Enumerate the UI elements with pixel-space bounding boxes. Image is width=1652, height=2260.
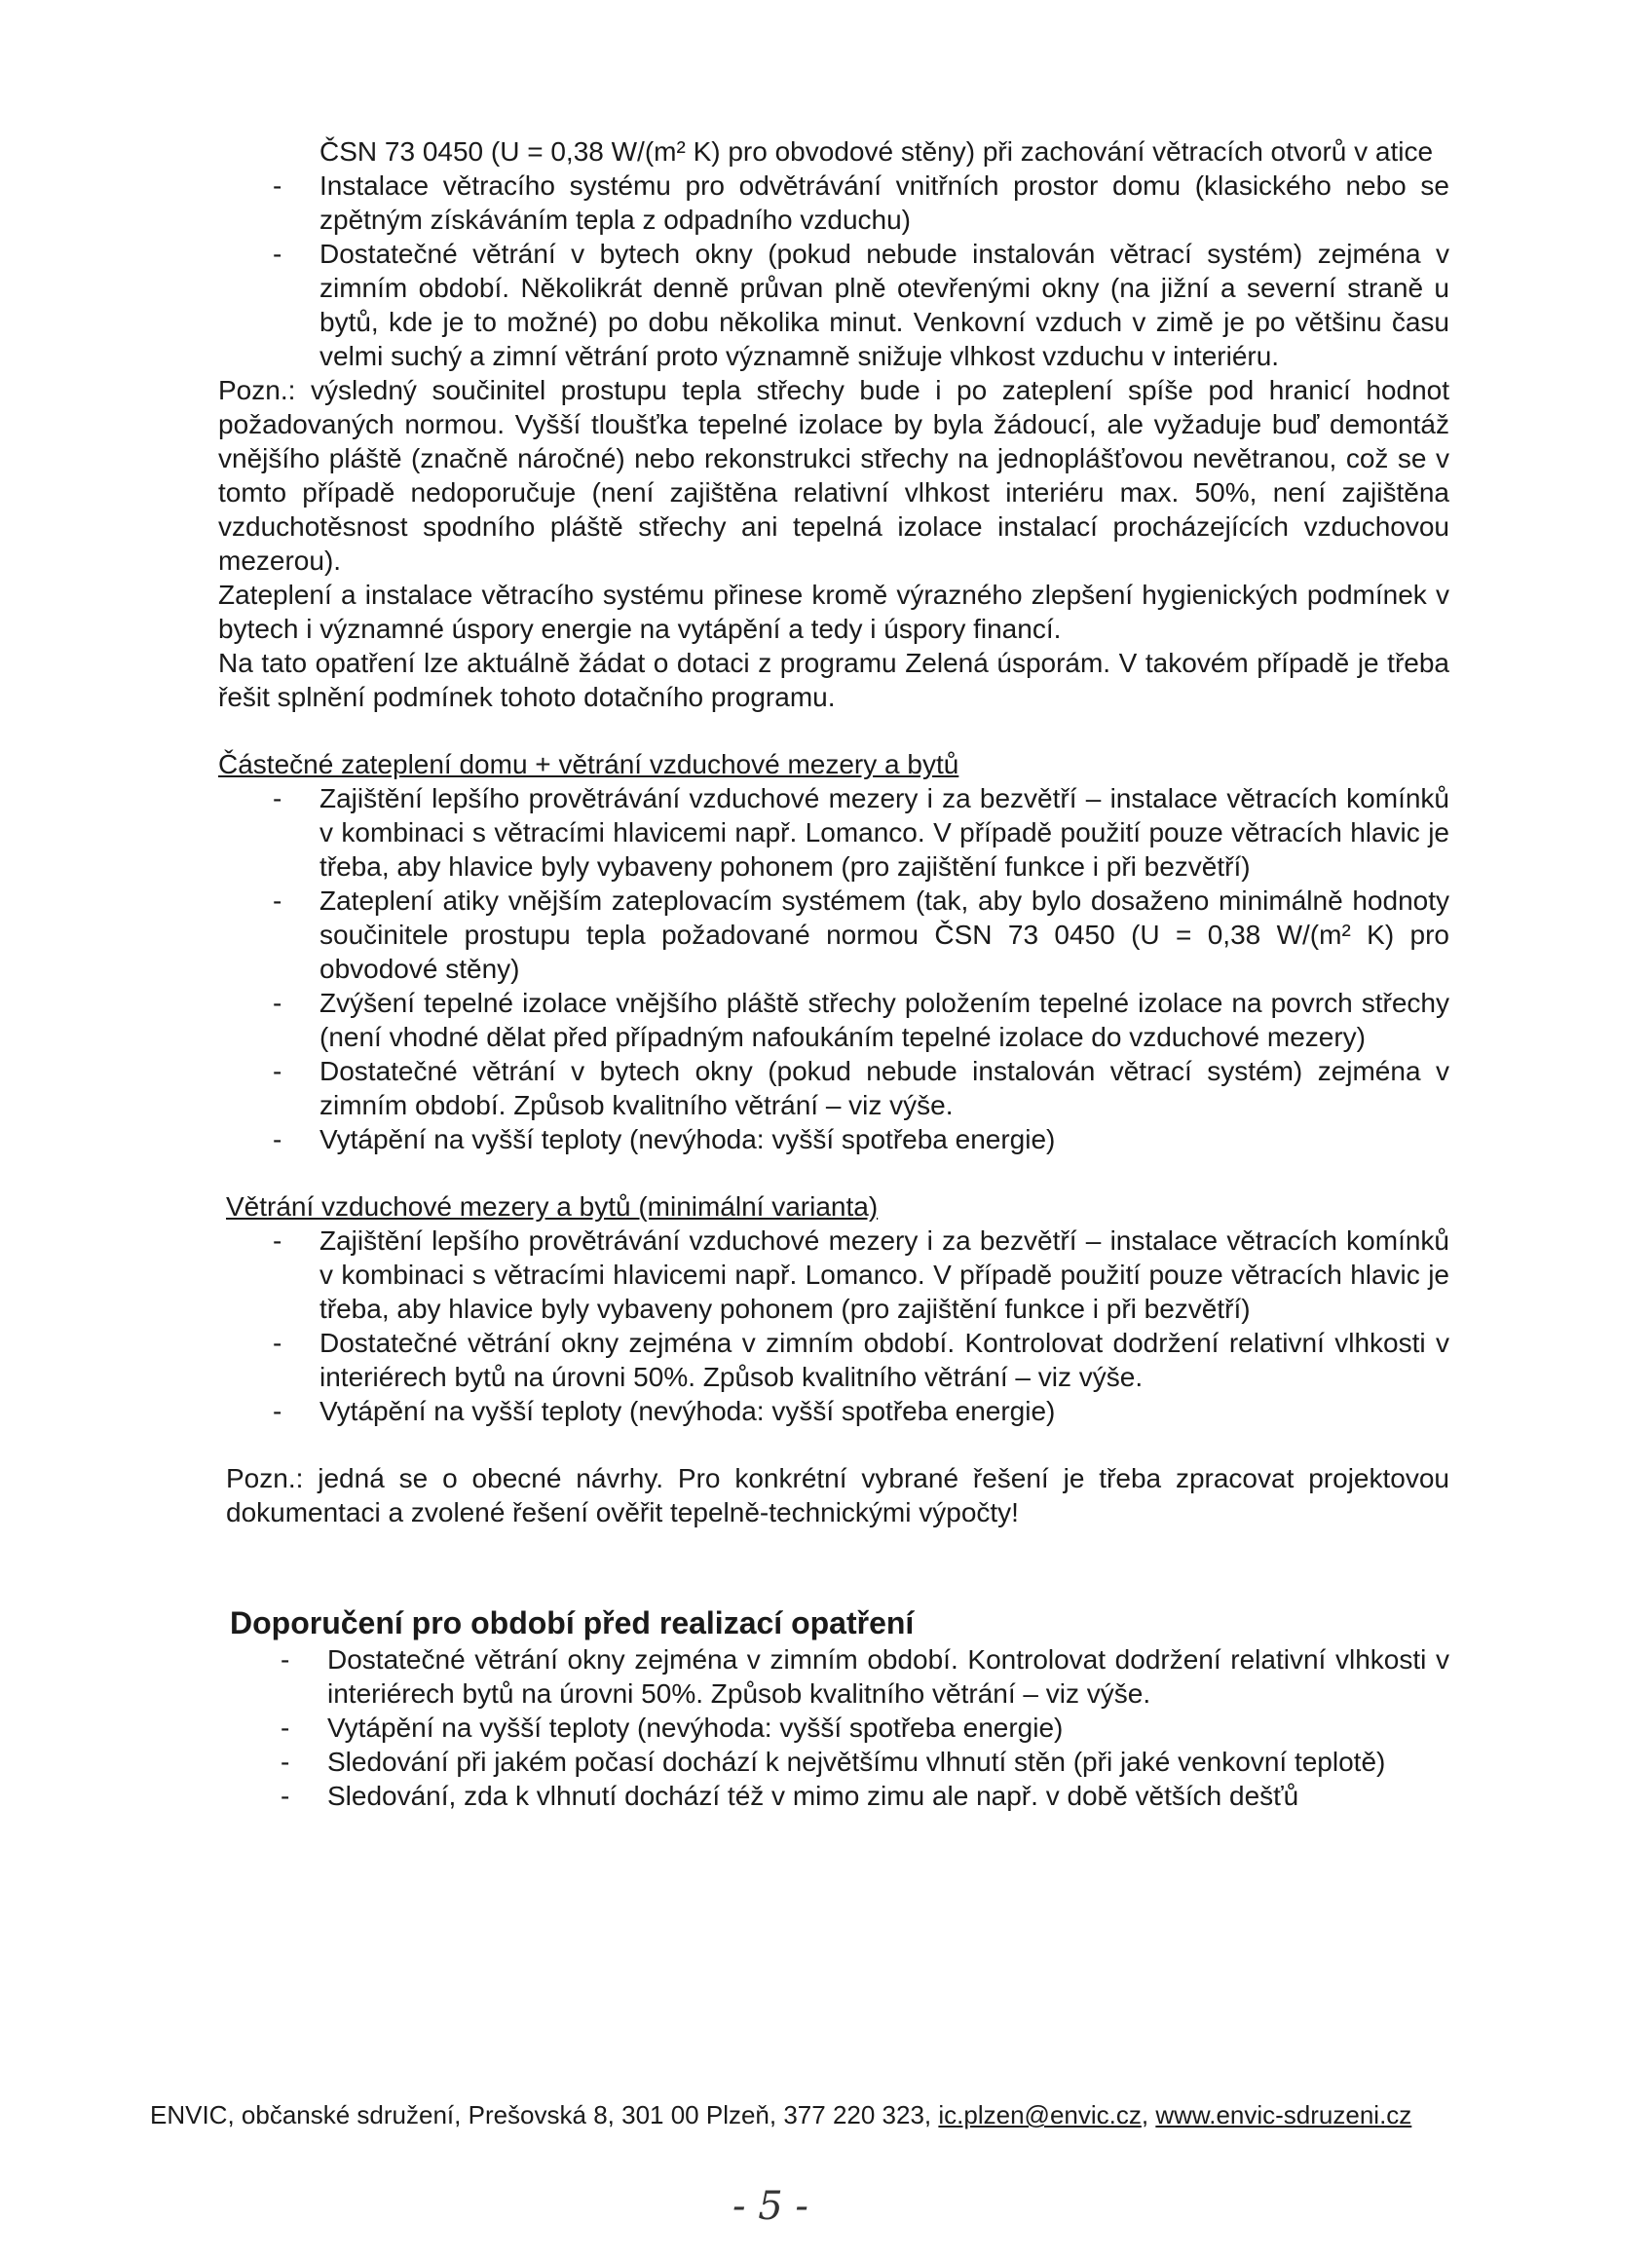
list-item: - Instalace větracího systému pro odvětrávání vnitřních prostor domu (klasického nebo se zpětným získáváním tepla z odpadního vzduchu) bbox=[218, 169, 1449, 237]
list-item: - Dostatečné větrání okny zejména v zimním období. Kontrolovat dodržení relativní vlhkosti v interiérech bytů na úrovni 50%. Způsob kvalitního větrání – viz výše. bbox=[218, 1326, 1449, 1394]
page-footer bbox=[150, 2099, 1514, 2130]
note-paragraph: Pozn.: výsledný součinitel prostupu tepla střechy bude i po zateplení spíše pod hranicí hodnot požadovaných normou. Vyšší tloušťka tepelné izolace by byla žádoucí, ale vyžaduje buď demontáž vnějšího pláště (značně náročné) nebo rekonstrukci střechy na jednoplášťovou nevětranou, což se v tomto případě nedoporučuje (není zajištěna relativní vlhkost interiéru max. 50%, není zajištěna vzduchotěsnost spodního pláště střechy ani tepelná izolace instalací procházejících vzduchovou mezerou). bbox=[218, 375, 1449, 576]
list-item: - Zajištění lepšího provětrávání vzduchové mezery i za bezvětří – instalace větracích komínků v kombinaci s větracími hlavicemi např. Lomanco. V případě použití pouze větracích hlavic je třeba, aby hlavice byly vybaveny pohonem (pro zajištění funkce i při bezvětří) bbox=[218, 781, 1449, 884]
list-item: - Zateplení atiky vnějším zateplovacím systémem (tak, aby bylo dosaženo minimálně hodnoty součinitele prostupu tepla požadované normou ČSN 73 0450 (U = 0,38 W/(m² K) pro obvodové stěny) bbox=[218, 884, 1449, 986]
subsidy-paragraph: Na tato opatření lze aktuálně žádat o dotaci z programu Zelená úsporám. V takovém případě je třeba řešit splnění podmínek tohoto dotačního programu. bbox=[218, 648, 1449, 712]
recommendation-heading: Doporučení pro období před realizací opatření bbox=[230, 1605, 915, 1640]
list-item: - Zvýšení tepelné izolace vnějšího pláště střechy položením tepelné izolace na povrch střechy (není vhodné dělat před případným nafoukáním tepelné izolace do vzduchové mezery) bbox=[218, 986, 1449, 1054]
footer-email-link[interactable]: ic.plzen@envic.cz bbox=[938, 2100, 1142, 2129]
recommendation-list bbox=[218, 1642, 1449, 1813]
footer-separator: , bbox=[1141, 2100, 1156, 2129]
partial-list bbox=[218, 781, 1449, 1156]
list-item: - Dostatečné větrání okny zejména v zimním období. Kontrolovat dodržení relativní vlhkosti v interiérech bytů na úrovni 50%. Způsob kvalitního větrání – viz výše. bbox=[218, 1642, 1449, 1711]
section-heading-minimal: Větrání vzduchové mezery a bytů (minimální varianta) bbox=[226, 1191, 879, 1222]
page-body bbox=[218, 134, 1449, 1813]
footer-address: ENVIC, občanské sdružení, Prešovská 8, 301 00 Plzeň, 377 220 323, bbox=[150, 2100, 939, 2129]
list-item: - Vytápění na vyšší teploty (nevýhoda: vyšší spotřeba energie) bbox=[218, 1394, 1449, 1428]
page-number: - 5 - bbox=[732, 2184, 808, 2229]
list-item: - Dostatečné větrání v bytech okny (pokud nebude instalován větrací systém) zejména v zimním období. Způsob kvalitního větrání – viz výše. bbox=[218, 1054, 1449, 1122]
general-note: Pozn.: jedná se o obecné návrhy. Pro konkrétní vybrané řešení je třeba zpracovat projektovou dokumentaci a zvolené řešení ověřit tepelně-technickými výpočty! bbox=[226, 1463, 1449, 1527]
list-item: - Dostatečné větrání v bytech okny (pokud nebude instalován větrací systém) zejména v zimním období. Několikrát denně průvan plně otevřenými okny (na jižní a severní straně u bytů, kde je to možné) po dobu několika minut. Venkovní vzduch v zimě je po většinu času velmi suchý a zimní větrání proto významně snižuje vlhkost vzduchu v interiéru. bbox=[218, 237, 1449, 373]
spacer bbox=[218, 1428, 1449, 1461]
list-item: - Zajištění lepšího provětrávání vzduchové mezery i za bezvětří – instalace větracích komínků v kombinaci s větracími hlavicemi např. Lomanco. V případě použití pouze větracích hlavic je třeba, aby hlavice byly vybaveny pohonem (pro zajištění funkce i při bezvětří) bbox=[218, 1224, 1449, 1326]
list-item: - Vytápění na vyšší teploty (nevýhoda: vyšší spotřeba energie) bbox=[218, 1122, 1449, 1156]
list-item: - Sledování při jakém počasí dochází k největšímu vlhnutí stěn (při jaké venkovní teplotě) bbox=[218, 1745, 1449, 1779]
minimal-list bbox=[218, 1224, 1449, 1428]
section-heading-partial: Částečné zateplení domu + větrání vzduchové mezery a bytů bbox=[218, 749, 959, 779]
intro-continuation: ČSN 73 0450 (U = 0,38 W/(m² K) pro obvodové stěny) při zachování větracích otvorů v atice bbox=[319, 136, 1434, 167]
intro-list bbox=[218, 169, 1449, 373]
footer-website-link[interactable]: www.envic-sdruzeni.cz bbox=[1155, 2100, 1412, 2129]
insulation-benefit-paragraph: Zateplení a instalace větracího systému přinese kromě výrazného zlepšení hygienických podmínek v bytech i významné úspory energie na vytápění a tedy i úspory financí. bbox=[218, 580, 1449, 644]
spacer bbox=[218, 1529, 1449, 1603]
list-item: - Sledování, zda k vlhnutí dochází též v mimo zimu ale např. v době větších dešťů bbox=[218, 1779, 1449, 1813]
list-item: - Vytápění na vyšší teploty (nevýhoda: vyšší spotřeba energie) bbox=[218, 1711, 1449, 1745]
